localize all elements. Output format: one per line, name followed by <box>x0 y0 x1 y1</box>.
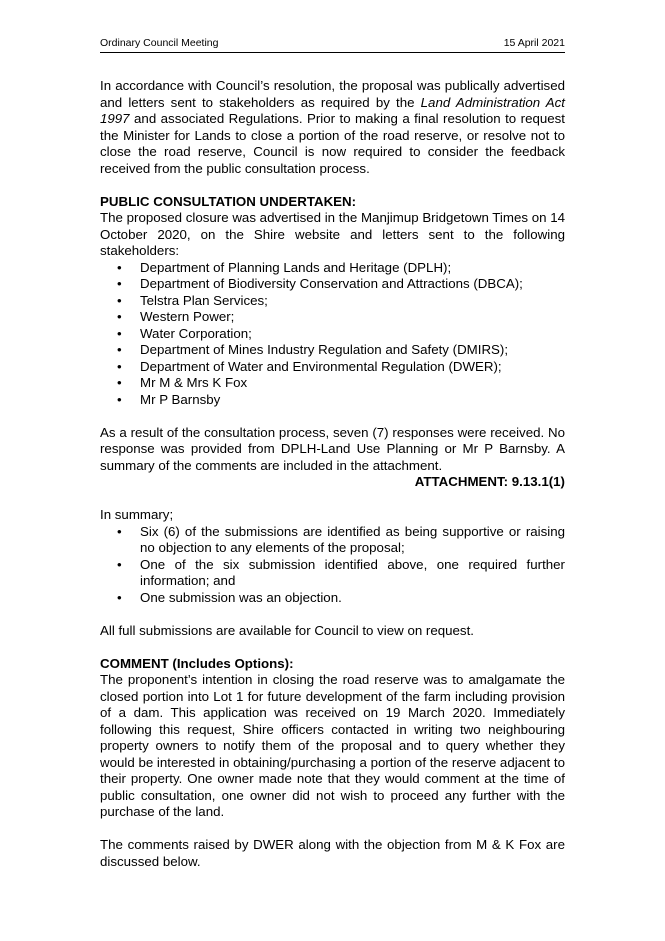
attachment-reference: ATTACHMENT: 9.13.1(1) <box>414 474 565 489</box>
list-item: • Water Corporation; <box>100 326 565 343</box>
summary-list <box>100 524 565 607</box>
stakeholder-list <box>100 260 565 409</box>
list-item: • Mr P Barnsby <box>100 392 565 409</box>
intro-text-1: In accordance with Council’s resolution, the proposal was publically advertised and letters sent to stakeholders as required by the <box>100 78 565 110</box>
comment-heading: COMMENT (Includes Options): <box>100 655 294 671</box>
list-item: • Six (6) of the submissions are identified as being supportive or raising no objection to any elements of the proposal; <box>100 524 565 557</box>
consultation-heading: PUBLIC CONSULTATION UNDERTAKEN: <box>100 193 357 209</box>
intro-paragraph <box>100 78 565 177</box>
comment-text: The proponent’s intention in closing the road reserve was to amalgamate the closed portion into Lot 1 for future development of the farm including provision of a dam. This application was received on 19 March 2020. Immediately following this request, Shire officers contacted in writing two neighbouring property owners to notify them of the proposal and to query whether they would be interested in obtaining/purchasing a portion of the reserve adjacent to their property. One owner made note that they would comment at the time of public consultation, one owner did not wish to proceed any further with the purchase of the land. <box>100 672 565 819</box>
page-header <box>100 37 565 53</box>
submissions-note: All full submissions are available for Council to view on request. <box>100 622 474 638</box>
list-item: • Department of Biodiversity Conservation and Attractions (DBCA); <box>100 276 565 293</box>
list-item: • Telstra Plan Services; <box>100 293 565 310</box>
list-item: • Western Power; <box>100 309 565 326</box>
list-item: • Department of Planning Lands and Heritage (DPLH); <box>100 260 565 277</box>
consultation-text: The proposed closure was advertised in the Manjimup Bridgetown Times on 14 October 2020, on the Shire website and letters sent to the following stakeholders: <box>100 210 565 258</box>
meeting-name: Ordinary Council Meeting <box>100 37 219 49</box>
intro-text-2: and associated Regulations. Prior to making a final resolution to request the Minister for Lands to close a portion of the road reserve, or resolve not to close the road reserve, Council is now required to consider the feedback received from the public consultation process. <box>100 111 565 176</box>
closing-paragraph: The comments raised by DWER along with the objection from M & K Fox are discussed below. <box>100 837 565 869</box>
consultation-result: As a result of the consultation process, seven (7) responses were received. No response was provided from DPLH-Land Use Planning or Mr P Barnsby. A summary of the comments are included in the attachment. <box>100 424 565 473</box>
list-item: • One submission was an objection. <box>100 590 565 607</box>
document-body <box>100 78 565 870</box>
act-title: Land Administration Act 1997 <box>100 94 565 126</box>
list-item: • Department of Water and Environmental Regulation (DWER); <box>100 359 565 376</box>
list-item: • Mr M & Mrs K Fox <box>100 375 565 392</box>
list-item: • One of the six submission identified above, one required further information; and <box>100 557 565 590</box>
summary-intro: In summary; <box>100 507 174 522</box>
list-item: • Department of Mines Industry Regulation and Safety (DMIRS); <box>100 342 565 359</box>
meeting-date: 15 April 2021 <box>503 37 565 49</box>
